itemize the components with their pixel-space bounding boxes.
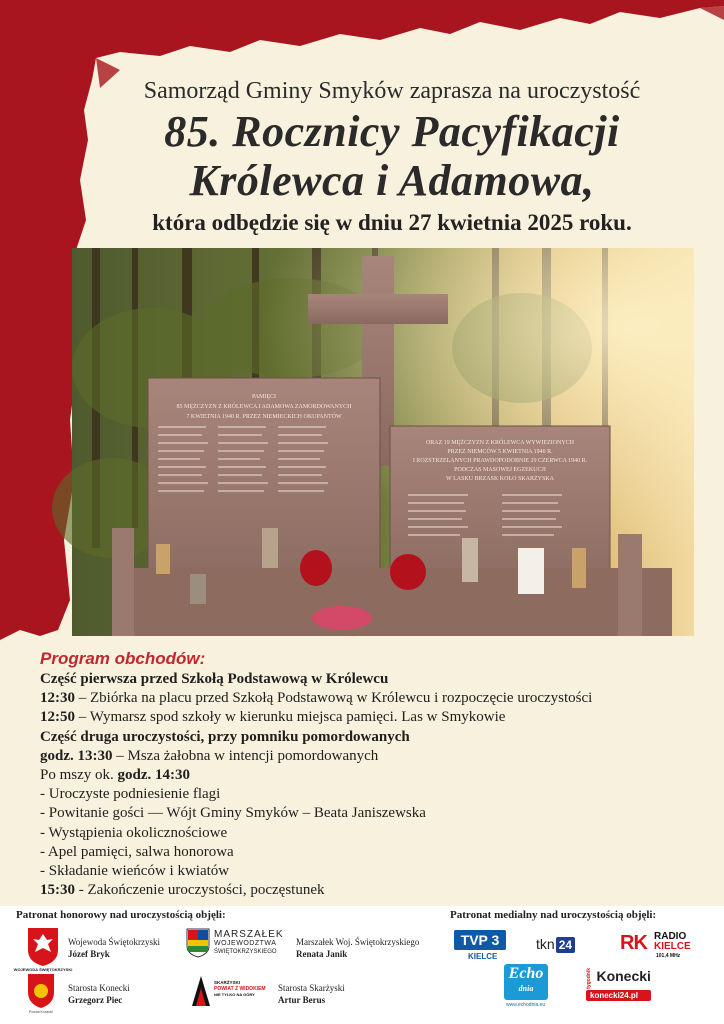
part-two-title: Część druga uroczystości, przy pomniku pomordowanych — [40, 728, 410, 745]
tvp3-logo: TVP 3 — [454, 930, 506, 950]
skarzysko-logo-line-1: SKARŻYSKI — [214, 980, 241, 985]
right-plaque-heading-2: PRZEZ NIEMCÓW 5 KWIETNIA 1940 R. — [447, 449, 553, 455]
wojewoda-logo-text: WOJEWODA ŚWIĘTOKRZYSKI — [13, 967, 73, 972]
echo-dnia-word: dnia — [518, 984, 534, 993]
marszalek-logo-line-1: MARSZAŁEK — [214, 929, 284, 940]
rk-letters: RK — [620, 932, 647, 954]
left-plaque-heading-1: PAMIĘCI — [251, 394, 277, 400]
part-one-title: Część pierwsza przed Szkołą Podstawową w Królewcu — [40, 671, 389, 687]
marszalek-logo-line-2: WOJEWÓDZTWA — [214, 940, 277, 947]
time-1330: godz. 13:30 — [40, 747, 113, 764]
skarzysko-logo-line-2: POWIAT Z WIDOKIEM — [214, 986, 266, 992]
list-item: - Apel pamięci, salwa honorowa — [40, 843, 234, 860]
memorial-photo — [72, 248, 694, 636]
wojewoda-role: Wojewoda Świętokrzyski — [68, 937, 161, 947]
list-item: - Uroczyste podniesienie flagi — [40, 786, 221, 803]
eagle-emblem-icon — [13, 926, 73, 972]
marszalek-patron — [296, 936, 419, 960]
time-1230: 12:30 — [40, 690, 75, 707]
program-item-1430 — [40, 766, 700, 785]
starosta-skarzyski-name: Artur Berus — [278, 995, 326, 1005]
time-1530: 15:30 — [40, 882, 75, 899]
media-patronage-title: Patronat medialny nad uroczystością objęli: — [450, 909, 657, 921]
tkn-number: 24 — [556, 937, 575, 953]
list-item: - Składanie wieńców i kwiatów — [40, 863, 230, 880]
program-item-1530 — [40, 881, 700, 900]
list-item: - Powitanie gości — Wójt Gminy Smyków – Beata Janiszewska — [40, 805, 426, 822]
radio-word: RADIO — [654, 931, 687, 942]
event-title-line-2: Królewca i Adamowa, — [189, 156, 595, 205]
starosta-konecki-name: Grzegorz Piec — [68, 995, 123, 1005]
text-1330: – Msza żałobna w intencji pomordowanych — [112, 747, 379, 764]
echo-dnia-logo — [504, 964, 548, 1000]
skarzysko-logo-line-3: NIE TYLKO NA GÓRY — [214, 992, 255, 997]
right-plaque-heading-4: PODCZAS MASOWEJ EGZEKUCJI — [454, 467, 546, 473]
right-plaque-heading-5: W LASKU BRZASK KOŁO SKARŻYSKA — [446, 476, 554, 482]
time-1250: 12:50 — [40, 709, 75, 726]
starosta-konecki-role: Starosta Konecki — [68, 983, 130, 993]
time-1430: godz. 14:30 — [117, 767, 191, 784]
region-coat-of-arms-icon — [186, 928, 210, 958]
kielce-word: KIELCE — [654, 941, 691, 952]
right-plaque-heading-1: ORAZ 19 MĘŻCZYZN Z KRÓLEWCA WYWIEZIONYCH — [425, 440, 575, 446]
program-item-1230 — [40, 689, 700, 708]
honorary-patronage-title: Patronat honorowy nad uroczystością objęli: — [16, 909, 226, 921]
left-plaque-heading-2: 85 MĘŻCZYZN Z KRÓLEWCA I ADAMOWA ZAMORDOWANYCH — [176, 404, 352, 410]
event-title-line-1: 85. Rocznicy Pacyfikacji — [164, 107, 620, 156]
tkn-text: tkn — [536, 936, 555, 952]
konecki24-url: konecki24.pl — [586, 990, 651, 1001]
event-date-line: która odbędzie się w dniu 27 kwietnia 2025 roku. — [152, 210, 632, 235]
text-1230: – Zbiórka na placu przed Szkołą Podstawową w Królewcu i rozpoczęcie uroczystości — [75, 690, 593, 707]
echo-dnia-url: www.echodnia.eu — [506, 1002, 546, 1008]
echo-word: Echo — [508, 965, 544, 982]
wojewoda-patron — [68, 936, 160, 960]
konecki-word: Konecki — [596, 968, 651, 984]
program-item-1330 — [40, 747, 700, 766]
marszalek-logo — [214, 930, 284, 957]
prefix-1430: Po mszy ok. — [40, 767, 118, 784]
radio-frequency: 101,4 MHz — [656, 953, 681, 959]
skarzysko-logo — [214, 980, 266, 998]
konecki-prefix: tygodnik — [586, 968, 592, 989]
radio-kielce-logo — [620, 931, 691, 959]
patronage-footer — [0, 906, 724, 1024]
skarzysko-mountain-icon — [192, 976, 210, 1006]
tvp3-kielce-label: KIELCE — [468, 952, 498, 961]
marszalek-name: Renata Janik — [296, 949, 348, 959]
right-plaque-heading-3: I ROZSTRZELANYCH PRAWDOPODOBNIE 29 CZERWCA 1940 R. — [412, 458, 588, 464]
starosta-skarzyski-patron — [278, 982, 345, 1006]
starosta-konecki-patron — [68, 982, 130, 1006]
program-heading: Program obchodów: — [40, 649, 206, 668]
marszalek-logo-line-3: ŚWIĘTOKRZYSKIEGO — [214, 949, 277, 955]
invitation-intro: Samorząd Gminy Smyków zaprasza na uroczystość — [143, 78, 641, 104]
marszalek-role: Marszałek Woj. Świętokrzyskiego — [296, 937, 420, 947]
konecki-county-crest-icon — [26, 972, 56, 1014]
text-1250: – Wymarsz spod szkoły w kierunku miejsca pamięci. Las w Smykowie — [75, 709, 506, 726]
tkn24-logo — [536, 936, 575, 953]
text-1530: - Zakończenie uroczystości, poczęstunek — [75, 882, 325, 899]
starosta-k-logo-text: Powiat Konecki — [29, 1010, 53, 1014]
wojewoda-name: Józef Bryk — [68, 949, 110, 959]
program-item-1250 — [40, 708, 700, 727]
konecki24-logo — [586, 968, 651, 1001]
left-plaque-heading-3: 7 KWIETNIA 1940 R. PRZEZ NIEMIECKICH OKUPANTÓW — [186, 414, 342, 420]
program-section — [40, 648, 700, 900]
list-item: - Wystąpienia okolicznościowe — [40, 824, 228, 841]
starosta-skarzyski-role: Starosta Skarżyski — [278, 983, 345, 993]
